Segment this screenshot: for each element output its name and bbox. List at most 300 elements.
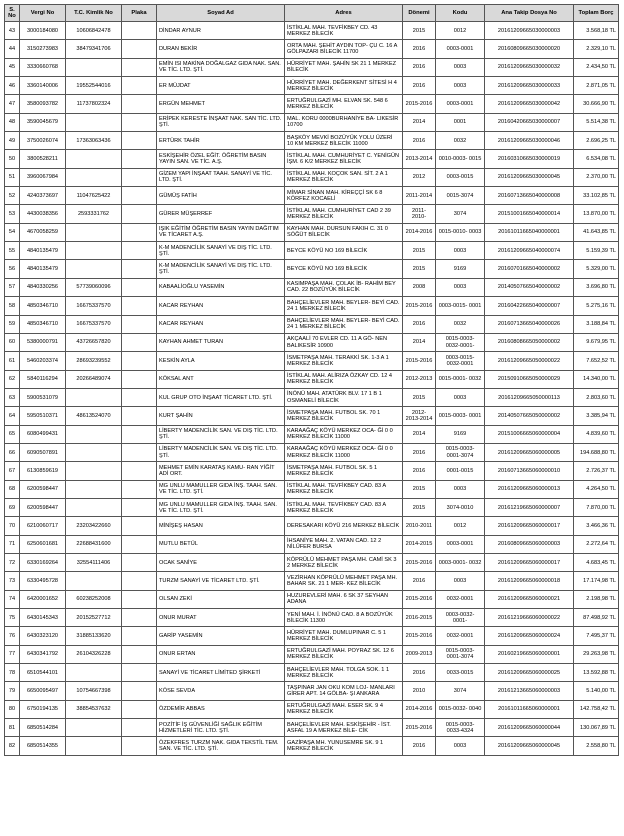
tax-no: 6750194135	[20, 700, 66, 718]
table-row	[5, 278, 619, 296]
tc-id: 17363063436	[66, 132, 122, 150]
debt-table	[4, 4, 619, 756]
plate	[122, 40, 157, 58]
file-no: 20160219665060000001	[485, 645, 574, 663]
tc-id: 20266489074	[66, 370, 122, 388]
tax-no: 6430145343	[20, 609, 66, 627]
tc-id: 38479341706	[66, 40, 122, 58]
debtor-name: POZİTİF İŞ GÜVENLİĞİ SAĞLIK EĞİTİM HİZMETLERİ TİC. LTD. ŞTİ.	[157, 719, 285, 737]
file-no: 20151001665040000014	[485, 205, 574, 223]
period: 2015-2016	[403, 297, 436, 315]
debtor-name: ERTÜRK TAHİR	[157, 132, 285, 150]
code: 0015-3074	[436, 187, 485, 205]
period: 2015	[403, 260, 436, 278]
tc-id: 57739060096	[66, 278, 122, 296]
address: İSMETPAŞA MAH. TERAKKİ SK. 1-3 A 1 MERKEZ BİLECİK	[285, 352, 403, 370]
total-debt: 5.275,16 TL	[574, 297, 619, 315]
total-debt: 3.568,18 TL	[574, 22, 619, 40]
tc-id	[66, 719, 122, 737]
file-no: 20150910665050000029	[485, 370, 574, 388]
total-debt: 3.385,94 TL	[574, 407, 619, 425]
code: 0001-0015	[436, 462, 485, 480]
header-code: Kodu	[436, 5, 485, 22]
period: 2012-2013	[403, 370, 436, 388]
tax-no: 6430341792	[20, 645, 66, 663]
debtor-name: GÜRER MÜŞERREF	[157, 205, 285, 223]
tax-no: 6850514284	[20, 719, 66, 737]
table-row	[5, 553, 619, 571]
total-debt: 2.696,25 TL	[574, 132, 619, 150]
address: İSTİKLAL MAH. KOÇOK SAN. SİT. 2 A 1 MERKEZ BİLECİK	[285, 168, 403, 186]
code: 0003-0015	[436, 168, 485, 186]
file-no: 20161213665060000003	[485, 682, 574, 700]
table-row	[5, 297, 619, 315]
table-row	[5, 22, 619, 40]
row-no: 47	[5, 95, 20, 113]
plate	[122, 700, 157, 718]
tax-no: 3960067984	[20, 168, 66, 186]
total-debt: 2.370,00 TL	[574, 168, 619, 186]
header-address: Adres	[285, 5, 403, 22]
file-no: 20160713665040000026	[485, 315, 574, 333]
code: 0003-0015- 0001	[436, 297, 485, 315]
row-no: 46	[5, 77, 20, 95]
debtor-name: KESKİN AYLA	[157, 352, 285, 370]
row-no: 80	[5, 700, 20, 718]
plate	[122, 113, 157, 131]
code: 0015-0003- 0001-3074	[436, 645, 485, 663]
plate	[122, 664, 157, 682]
period: 2015-2016	[403, 95, 436, 113]
table-row	[5, 535, 619, 553]
plate	[122, 370, 157, 388]
tc-id: 38854537632	[66, 700, 122, 718]
header-no: S. No	[5, 5, 20, 22]
period: 2015-2016	[403, 553, 436, 571]
file-no: 20161209665060000025	[485, 664, 574, 682]
plate	[122, 168, 157, 186]
debtor-name: EMİN ISI MAKİNA DOĞALGAZ GIDA NAK. SAN. VE TİC. LTD. ŞTİ.	[157, 58, 285, 76]
debtor-name: KÖSE SEVDA	[157, 682, 285, 700]
total-debt: 17.174,98 TL	[574, 572, 619, 590]
debtor-name: OCAK SANİYE	[157, 553, 285, 571]
tc-id	[66, 664, 122, 682]
total-debt: 2.726,37 TL	[574, 462, 619, 480]
table-row	[5, 590, 619, 608]
file-no: 20161209665030000032	[485, 58, 574, 76]
plate	[122, 443, 157, 461]
address: TAŞPINAR JAN OKU KOM LOJ- MANLARI GİRER APT. 14 GÖLBA- ŞI ANKARA	[285, 682, 403, 700]
total-debt: 7.495,37 TL	[574, 627, 619, 645]
table-row	[5, 223, 619, 241]
row-no: 74	[5, 590, 20, 608]
row-no: 56	[5, 260, 20, 278]
tc-id	[66, 168, 122, 186]
address: BEYCE KÖYÜ NO 169 BİLECİK	[285, 260, 403, 278]
header-period: Dönemi	[403, 5, 436, 22]
tc-id: 2593331762	[66, 205, 122, 223]
tc-id: 11047625422	[66, 187, 122, 205]
tc-id	[66, 572, 122, 590]
row-no: 75	[5, 609, 20, 627]
debtor-name: KABAALİOĞLU YASEMİN	[157, 278, 285, 296]
period: 2016	[403, 58, 436, 76]
code: 9169	[436, 425, 485, 443]
address: KÖPRÜLÜ MEHMET PAŞA MH. CAMİ SK 3 2 MERKEZ BİLECİK	[285, 553, 403, 571]
code: 0003-0001	[436, 535, 485, 553]
plate	[122, 480, 157, 498]
debtor-name: IŞIK EĞİTİM ÖĞRETİM BASIN YAYIN DAĞITIM VE TİCARET A.Ş.	[157, 223, 285, 241]
address: ERTUĞRULGAZİ MAH. ESER SK. 9 4 MERKEZ BİLECİK	[285, 700, 403, 718]
debtor-name: KUL GRUP OTO İNŞAAT TİCARET LTD. ŞTİ.	[157, 388, 285, 406]
total-debt: 194.688,80 TL	[574, 443, 619, 461]
file-no: 20161209665060000024	[485, 627, 574, 645]
table-row	[5, 58, 619, 76]
table-row	[5, 40, 619, 58]
plate	[122, 535, 157, 553]
plate	[122, 553, 157, 571]
code: 0015-0010- 0003	[436, 223, 485, 241]
debtor-name: MUTLU BETÜL	[157, 535, 285, 553]
row-no: 65	[5, 425, 20, 443]
tax-no: 5840116294	[20, 370, 66, 388]
tc-id	[66, 737, 122, 755]
tax-no: 6250601681	[20, 535, 66, 553]
file-no: 20151006665060000004	[485, 425, 574, 443]
plate	[122, 187, 157, 205]
file-no: 20160713665040000008	[485, 187, 574, 205]
tc-id	[66, 150, 122, 168]
table-row	[5, 719, 619, 737]
row-no: 53	[5, 205, 20, 223]
period: 2016	[403, 315, 436, 333]
plate	[122, 498, 157, 516]
plate	[122, 205, 157, 223]
period: 2016	[403, 132, 436, 150]
debtor-name: KACAR REYHAN	[157, 297, 285, 315]
table-row	[5, 407, 619, 425]
tax-no: 4240373697	[20, 187, 66, 205]
file-no: 20140507665040000002	[485, 278, 574, 296]
header-name: Soyad Ad	[157, 5, 285, 22]
total-debt: 3.188,84 TL	[574, 315, 619, 333]
plate	[122, 737, 157, 755]
period: 2012- 2013-2014	[403, 407, 436, 425]
tc-id: 48613524070	[66, 407, 122, 425]
file-no: 20161209665060000021	[485, 590, 574, 608]
total-debt: 7.870,00 TL	[574, 498, 619, 516]
period: 2014	[403, 333, 436, 351]
tax-no: 6130859619	[20, 462, 66, 480]
table-row	[5, 462, 619, 480]
tc-id: 43726657820	[66, 333, 122, 351]
row-no: 48	[5, 113, 20, 131]
address: BAHÇELİEVLER MAH. ESKİŞEHİR - İST. ASFAL 19 A MERKEZ BİLE- CİK	[285, 719, 403, 737]
row-no: 50	[5, 150, 20, 168]
row-no: 58	[5, 297, 20, 315]
tax-no: 5900531079	[20, 388, 66, 406]
address: HÜRRİYET MAH. ŞAHİN SK 21 1 MERKEZ BİLECİK	[285, 58, 403, 76]
plate	[122, 407, 157, 425]
file-no: 20160310665030000019	[485, 150, 574, 168]
code: 0032	[436, 132, 485, 150]
tax-no: 6090507891	[20, 443, 66, 461]
code: 3074	[436, 682, 485, 700]
file-no: 20161209665060000013	[485, 480, 574, 498]
plate	[122, 77, 157, 95]
code: 3074-0010	[436, 498, 485, 516]
total-debt: 5.159,39 TL	[574, 242, 619, 260]
row-no: 57	[5, 278, 20, 296]
row-no: 72	[5, 553, 20, 571]
file-no: 20160809665060000003	[485, 535, 574, 553]
row-no: 64	[5, 407, 20, 425]
row-no: 70	[5, 517, 20, 535]
total-debt: 29.263,98 TL	[574, 645, 619, 663]
period: 2016	[403, 664, 436, 682]
tax-no: 3580093782	[20, 95, 66, 113]
row-no: 69	[5, 498, 20, 516]
plate	[122, 388, 157, 406]
table-row	[5, 205, 619, 223]
tc-id: 31885133620	[66, 627, 122, 645]
plate	[122, 242, 157, 260]
debtor-name: LİBERTY MADENCİLİK SAN. VE DIŞ TİC. LTD. ŞTİ.	[157, 443, 285, 461]
row-no: 61	[5, 352, 20, 370]
debtor-name: MEHMET EMİN KARATAŞ KAMU- RAN YİĞİT ADİ ORT.	[157, 462, 285, 480]
file-no: 20161209665050000113	[485, 388, 574, 406]
period: 2016	[403, 462, 436, 480]
tax-no: 6510544101	[20, 664, 66, 682]
tax-no: 3590045679	[20, 113, 66, 131]
total-debt: 9.679,95 TL	[574, 333, 619, 351]
table-row	[5, 352, 619, 370]
table-row	[5, 682, 619, 700]
plate	[122, 719, 157, 737]
tax-no: 3750026074	[20, 132, 66, 150]
address: ORTA MAH. ŞEHİT AYDIN TOP- ÇU C. 16 A GÖLPAZARI BİLECİK 11700	[285, 40, 403, 58]
plate	[122, 572, 157, 590]
row-no: 79	[5, 682, 20, 700]
code: 0012	[436, 517, 485, 535]
total-debt: 4.683,45 TL	[574, 553, 619, 571]
code: 0001	[436, 113, 485, 131]
tc-id: 22688431600	[66, 535, 122, 553]
row-no: 51	[5, 168, 20, 186]
total-debt: 13.870,00 TL	[574, 205, 619, 223]
code: 0003	[436, 77, 485, 95]
file-no: 20161209665040000074	[485, 242, 574, 260]
row-no: 73	[5, 572, 20, 590]
period: 2015-2016	[403, 719, 436, 737]
file-no: 20160420665030000007	[485, 113, 574, 131]
code: 0003-0001	[436, 95, 485, 113]
address: BEYCE KÖYÜ NO 169 BİLECİK	[285, 242, 403, 260]
tc-id: 26104326228	[66, 645, 122, 663]
period: 2016	[403, 572, 436, 590]
total-debt: 2.558,80 TL	[574, 737, 619, 755]
tax-no: 5380000791	[20, 333, 66, 351]
tc-id: 20152527712	[66, 609, 122, 627]
code: 0010-0003- 0015	[436, 150, 485, 168]
total-debt: 130.067,89 TL	[574, 719, 619, 737]
file-no: 20160809665030000020	[485, 40, 574, 58]
plate	[122, 297, 157, 315]
total-debt: 13.592,88 TL	[574, 664, 619, 682]
plate	[122, 462, 157, 480]
debt-list-document	[4, 4, 618, 756]
address: İHSANİYE MAH. 2. VATAN CAD. 12 2 NİLÜFER BURSA	[285, 535, 403, 553]
debtor-name: ERGÜN MEHMET	[157, 95, 285, 113]
total-debt: 6.534,08 TL	[574, 150, 619, 168]
total-debt: 2.871,05 TL	[574, 77, 619, 95]
tc-id	[66, 260, 122, 278]
address: AKÇAALİ 70 EVLER CD. 11 A GÖ- NEN BALIKESİR 10900	[285, 333, 403, 351]
tc-id: 16675337570	[66, 297, 122, 315]
file-no: 20161219666060000022	[485, 609, 574, 627]
code: 0015-0001- 0032	[436, 370, 485, 388]
address: İSTİKLAL MAH. ALİRIZA ÖZKAY CD. 12 4 MERKEZ BİLECİK	[285, 370, 403, 388]
total-debt: 2.803,60 TL	[574, 388, 619, 406]
tax-no: 6430323120	[20, 627, 66, 645]
period: 2015-2016	[403, 627, 436, 645]
table-row	[5, 150, 619, 168]
table-row	[5, 609, 619, 627]
debtor-name: LİBERTY MADENCİLİK SAN. VE DIŞ TİC. LTD. ŞTİ.	[157, 425, 285, 443]
row-no: 67	[5, 462, 20, 480]
period: 2015	[403, 480, 436, 498]
total-debt: 87.498,92 TL	[574, 609, 619, 627]
code: 0003	[436, 480, 485, 498]
debtor-name: MG UNLU MAMULLER GIDA İNŞ. TAAH. SAN. VE TİC. LTD. ŞTİ.	[157, 498, 285, 516]
total-debt: 2.198,98 TL	[574, 590, 619, 608]
address: HÜRRİYET MAH. DUMLUPINAR C. 5 1 MERKEZ BİLECİK	[285, 627, 403, 645]
row-no: 52	[5, 187, 20, 205]
row-no: 45	[5, 58, 20, 76]
debtor-name: MİNİŞEŞ HASAN	[157, 517, 285, 535]
tc-id: 28693239552	[66, 352, 122, 370]
plate	[122, 352, 157, 370]
period: 2014-2016	[403, 223, 436, 241]
row-no: 59	[5, 315, 20, 333]
debtor-name: GARİP YASEMİN	[157, 627, 285, 645]
file-no: 20161011665060000001	[485, 700, 574, 718]
address: YENİ MAH. İ. İNÖNÜ CAD. 8 A BOZÜYÜK BİLECİK 11300	[285, 609, 403, 627]
table-row	[5, 315, 619, 333]
code: 0015-0003- 0033-4324	[436, 719, 485, 737]
period: 2016	[403, 40, 436, 58]
period: 2009-2013	[403, 645, 436, 663]
period: 2010-2011	[403, 517, 436, 535]
debtor-name: KÖKSAL ANT	[157, 370, 285, 388]
period: 2015	[403, 388, 436, 406]
tax-no: 3000184080	[20, 22, 66, 40]
address: ERTUĞRULGAZİ MAH. POYRAZ SK. 12 6 MERKEZ BİLECİK	[285, 645, 403, 663]
table-row	[5, 168, 619, 186]
code: 9169	[436, 260, 485, 278]
file-no: 20160713665060000010	[485, 462, 574, 480]
table-row	[5, 572, 619, 590]
code: 0033-0015	[436, 664, 485, 682]
file-no: 20161209665060000045	[485, 737, 574, 755]
tax-no: 6650095497	[20, 682, 66, 700]
address: İNÖNÜ MAH. ATATÜRK BLV. 17 1 B 1 OSMANELİ BİLECİK	[285, 388, 403, 406]
period: 2012	[403, 168, 436, 186]
total-debt: 30.666,90 TL	[574, 95, 619, 113]
period: 2010	[403, 682, 436, 700]
file-no: 20161209665030000042	[485, 95, 574, 113]
period: 2014	[403, 113, 436, 131]
table-row	[5, 113, 619, 131]
tc-id	[66, 462, 122, 480]
table-row	[5, 132, 619, 150]
period: 2015-2016	[403, 590, 436, 608]
tax-no: 6420001652	[20, 590, 66, 608]
total-debt: 3.466,36 TL	[574, 517, 619, 535]
debtor-name: TURZM SANAYİ VE TİCARET LTD. ŞTİ.	[157, 572, 285, 590]
row-no: 43	[5, 22, 20, 40]
code: 0003	[436, 278, 485, 296]
row-no: 54	[5, 223, 20, 241]
file-no: 20161209665030000045	[485, 168, 574, 186]
address: İSTİKLAL MAH. TEVFİKBEY CAD. 83 A MERKEZ BİLECİK	[285, 480, 403, 498]
tax-no: 4840135479	[20, 260, 66, 278]
table-row	[5, 517, 619, 535]
tc-id: 32554111406	[66, 553, 122, 571]
period: 2014	[403, 425, 436, 443]
tc-id: 23203422660	[66, 517, 122, 535]
file-no: 20161209665060000005	[485, 443, 574, 461]
table-row	[5, 700, 619, 718]
address: HÜRRİYET MAH. DEĞERKENT SİTESİ H 4 MERKEZ BİLECİK	[285, 77, 403, 95]
table-row	[5, 388, 619, 406]
debtor-name: K-M MADENCİLİK SANAYİ VE DIŞ TİC. LTD. ŞTİ.	[157, 242, 285, 260]
tax-no: 3330660768	[20, 58, 66, 76]
address: İSTİKLAL MAH. TEVFİKBEY CAD. 83 A MERKEZ BİLECİK	[285, 498, 403, 516]
header-total-debt: Toplam Borç	[574, 5, 619, 22]
debtor-name: ONUR MURAT	[157, 609, 285, 627]
code: 0003-0032- 0001-	[436, 609, 485, 627]
period: 2015	[403, 242, 436, 260]
tax-no: 3150273983	[20, 40, 66, 58]
code: 0003-0001- 0032	[436, 553, 485, 571]
code: 0003	[436, 242, 485, 260]
table-row	[5, 77, 619, 95]
code: 0012	[436, 22, 485, 40]
file-no: 20161209665060000017	[485, 517, 574, 535]
code: 0003	[436, 572, 485, 590]
plate	[122, 425, 157, 443]
address: İSMETPAŞA MAH. FUTBOL SK. 70 1 MERKEZ BİLECİK	[285, 407, 403, 425]
period: 2011- 2010-	[403, 205, 436, 223]
tax-no: 4840330256	[20, 278, 66, 296]
address: VEZİRHAN KÖPRÜLÜ MEHMET PAŞA MH. BAHAR SK. 21 1 MER- KEZ BİLECİK	[285, 572, 403, 590]
debtor-name: ÖZEKFRES TURZM NAK. GIDA TEKSTİL TEM. SAN. VE TİC. LTD. ŞTİ.	[157, 737, 285, 755]
debtor-name: GİZEM YAPI İNŞAAT TAAH. SANAYİ VE TİC. LTD. ŞTİ.	[157, 168, 285, 186]
row-no: 81	[5, 719, 20, 737]
total-debt: 5.140,00 TL	[574, 682, 619, 700]
debtor-name: ÖZDEMİR ABBAS	[157, 700, 285, 718]
table-row	[5, 242, 619, 260]
header-file-no: Ana Takip Dosya No	[485, 5, 574, 22]
tc-id: 60238252008	[66, 590, 122, 608]
header-plate: Plaka	[122, 5, 157, 22]
address: KARAAĞAÇ KÖYÜ MERKEZ OCA- Ğİ 0 0 MERKEZ BİLECİK 11000	[285, 443, 403, 461]
row-no: 60	[5, 333, 20, 351]
plate	[122, 517, 157, 535]
plate	[122, 95, 157, 113]
total-debt: 4.839,60 TL	[574, 425, 619, 443]
